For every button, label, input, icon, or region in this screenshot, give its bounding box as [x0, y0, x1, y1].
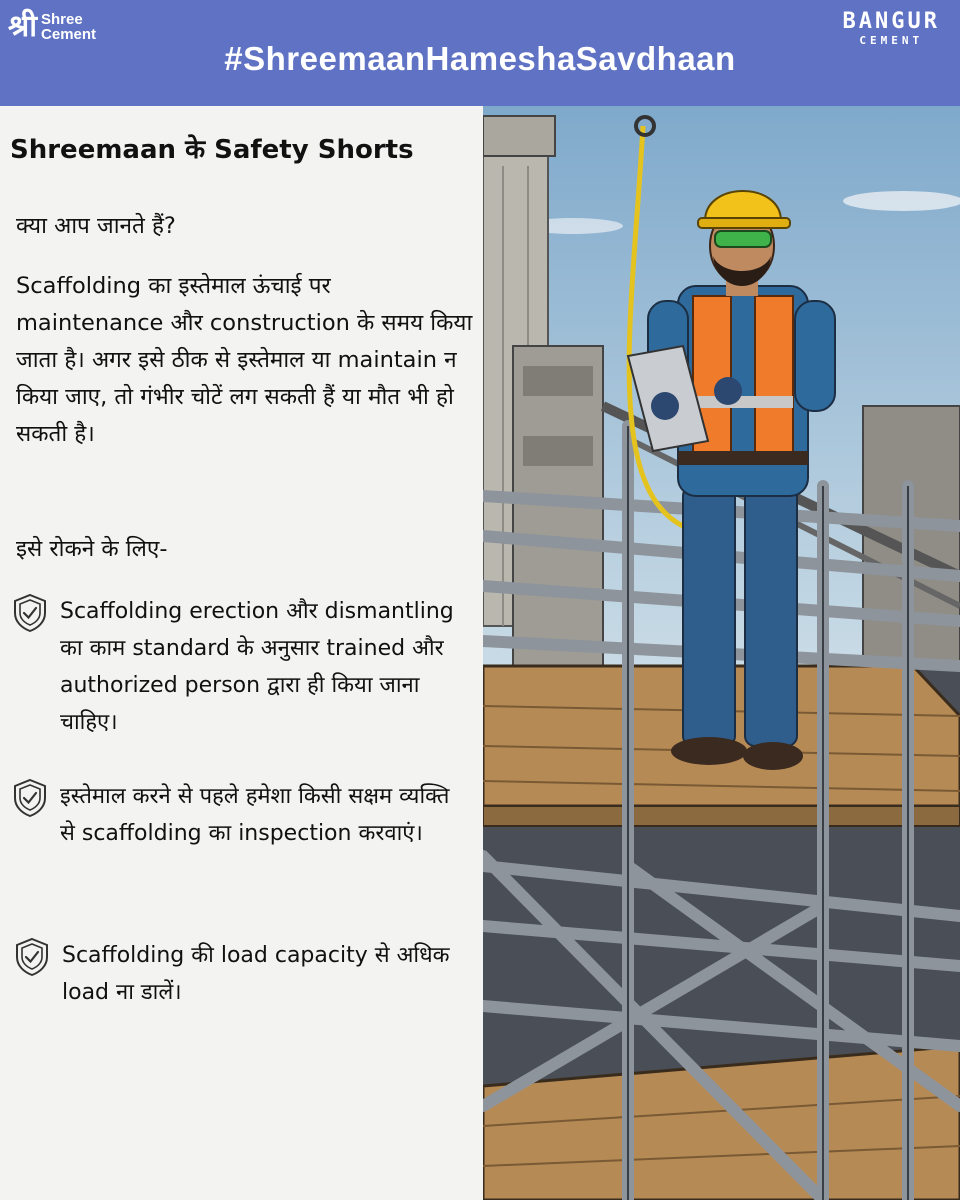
bullet-item	[12, 593, 460, 741]
shield-check-icon	[12, 593, 48, 633]
intro-paragraph: Scaffolding का इस्तेमाल ऊंचाई पर maintenance और construction के समय किया जाता है। अगर इसे ठीक से इस्तेमाल या maintain न किया जाए, तो गंभीर चोटें लग सकती हैं या मौत भी हो सकती है।	[16, 273, 473, 447]
campaign-hashtag: #ShreemaanHameshaSavdhaan	[224, 40, 736, 77]
top-banner	[0, 0, 960, 106]
prevention-heading: इसे रोकने के लिए-	[16, 536, 168, 562]
scaffold-scene	[483, 106, 960, 1200]
question-text: क्या आप जानते हैं?	[16, 213, 176, 239]
safety-goggles-icon	[715, 231, 771, 247]
shield-check-icon	[12, 778, 48, 818]
page-title: Shreemaan के Safety Shorts	[10, 135, 414, 165]
bullet-text: इस्तेमाल करने से पहले हमेशा किसी सक्षम व्यक्ति से scaffolding का inspection करवाएं।	[60, 784, 450, 846]
shield-check-icon	[14, 937, 50, 977]
bullet-item	[12, 778, 460, 852]
shree-logo-icon: श्री	[8, 9, 38, 44]
brand-right-line2: CEMENT	[859, 34, 924, 47]
shree-cement-logo	[8, 9, 97, 44]
bullet-text: Scaffolding erection और dismantling का काम standard के अनुसार trained और authorized person द्वारा ही किया जाना चाहिए।	[60, 599, 454, 735]
brand-left-line1: Shree	[41, 11, 83, 28]
brand-left-line2: Cement	[41, 26, 97, 43]
bullet-item	[14, 937, 462, 1011]
brand-right-line1: BANGUR	[842, 9, 940, 34]
bullet-text: Scaffolding की load capacity से अधिक load ना डालें।	[62, 943, 450, 1005]
worker-illustration	[483, 106, 960, 1200]
